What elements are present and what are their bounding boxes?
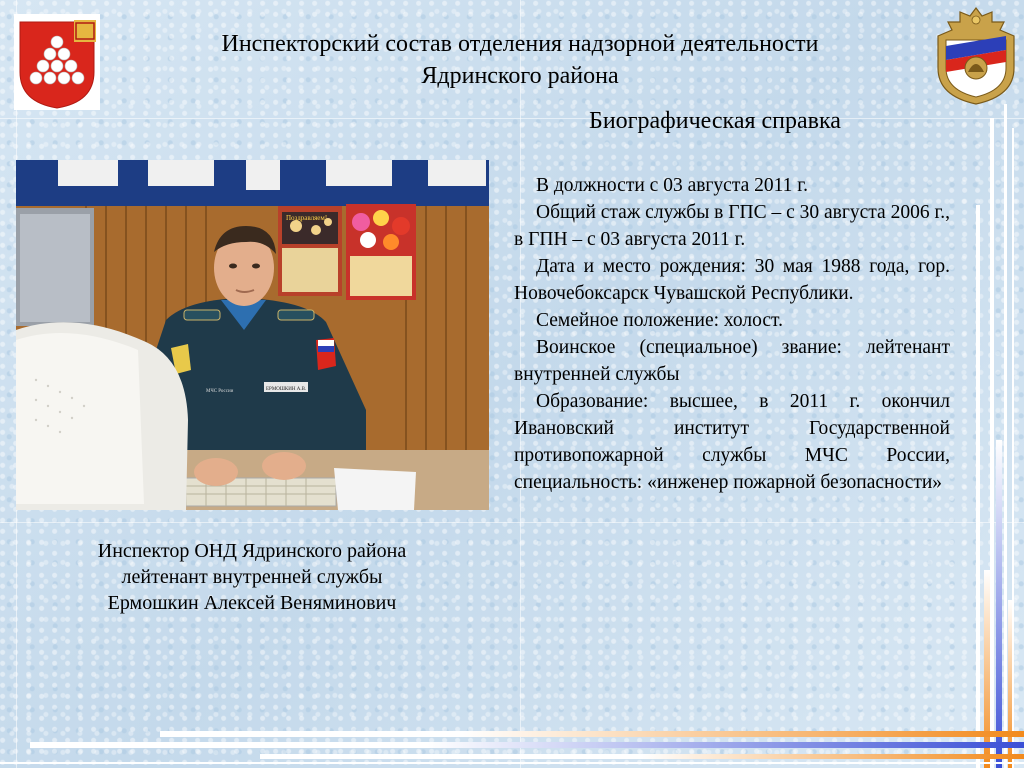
- badge-name: ЕРМОШКИН А.В.: [266, 387, 307, 392]
- decor-stripe-orange-bottom: [160, 731, 1024, 737]
- decor-stripe-blue: [996, 440, 1002, 768]
- bio-service-length: Общий стаж службы в ГПС – с 30 августа 2006 г., в ГПН – с 03 августа 2011 г.: [514, 202, 951, 250]
- caption-position: Инспектор ОНД Ядринского района: [97, 540, 407, 562]
- decor-stripe-orange: [984, 570, 990, 768]
- biography-text: [514, 172, 950, 496]
- caption-rank: лейтенант внутренней службы: [121, 566, 383, 588]
- decor-stripe: [0, 762, 1024, 764]
- section-subtitle: Биографическая справка: [589, 108, 841, 134]
- badge-org: МЧС России: [206, 389, 234, 394]
- page-title-line2: Ядринского района: [421, 63, 619, 89]
- bio-birth: Дата и место рождения: 30 мая 1988 года, гор. Новочебоксарск Чувашской Республики.: [514, 256, 950, 304]
- coat-of-arms-icon: [14, 14, 100, 110]
- decor-stripe: [1012, 128, 1014, 768]
- fire-supervision-emblem-icon: [934, 6, 1018, 106]
- page-title-line1: Инспекторский состав отделения надзорной деятельности: [221, 31, 819, 57]
- inspector-photo-illustration: [16, 160, 489, 510]
- decor-stripe: [1004, 104, 1007, 768]
- page-title: [120, 28, 920, 92]
- caption-full-name: Ермошкин Алексей Веняминович: [107, 592, 397, 614]
- inspector-photo: [16, 160, 489, 510]
- decor-stripe-blue-bottom: [30, 742, 1024, 748]
- decor-stripe: [976, 205, 980, 768]
- bg-grid-line: [0, 522, 1024, 523]
- decor-stripe: [990, 118, 994, 768]
- bio-rank: Воинское (специальное) звание: лейтенант внутренней службы: [514, 337, 950, 385]
- photo-caption: [56, 538, 448, 616]
- decor-stripe-orange-bottom: [260, 754, 1024, 759]
- bio-education: Образование: высшее, в 2011 г. окончил Ивановский институт Государственной противопожарной службы МЧС России, специальность: «инженер пожарной безопасности»: [514, 391, 950, 493]
- calendar-label: Поздравляем!: [286, 214, 328, 222]
- bio-position-date: В должности с 03 августа 2011 г.: [536, 175, 808, 196]
- bio-marital-status: Семейное положение: холост.: [536, 310, 783, 331]
